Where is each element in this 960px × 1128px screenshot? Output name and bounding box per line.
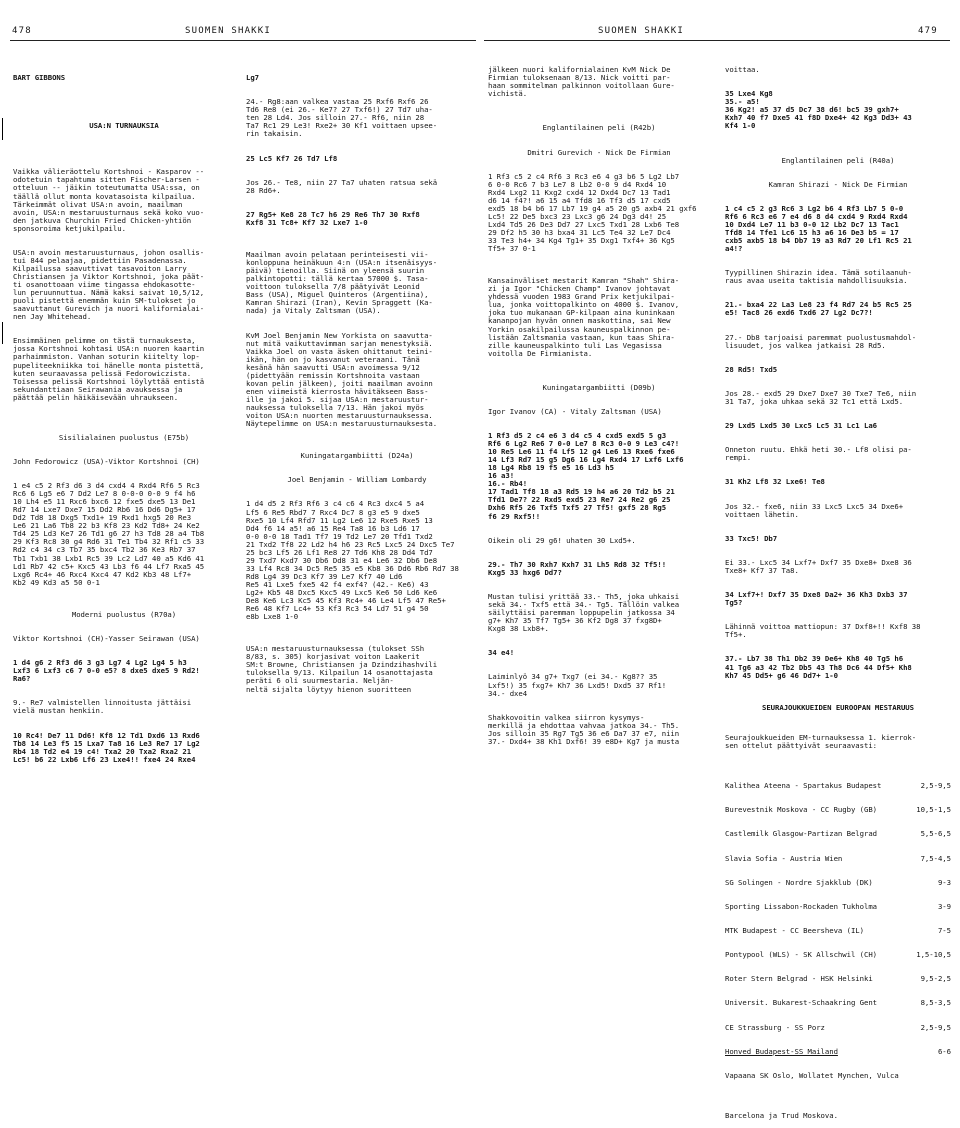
cup-score: 7,5-4,5 <box>920 853 951 863</box>
game-title: Englantilainen peli (R40a) <box>781 155 895 165</box>
cup-match: Honved Budapest-SS Mailand <box>725 1046 838 1056</box>
cup-match: Kalithea Ateena - Spartakus Budapest <box>725 781 882 791</box>
cup-match: Pontypool (WLS) - SK Allschwil (CH) <box>725 950 878 960</box>
annotation: Oikein oli 29 g6! uhaten 30 Lxd5+. <box>488 535 636 545</box>
cup-result-row <box>725 1024 951 1032</box>
cup-match: CE Strassburg - SS Porz <box>725 1022 825 1032</box>
move-line: Lg7 <box>246 73 260 83</box>
game-moves: 21.- bxa4 22 La3 Le8 23 f4 Rd7 24 b5 Rc5 25 e5! Tac8 26 exd6 Txd6 27 Lg2 Dc7?! <box>725 300 912 318</box>
game-players: Joel Benjamin - William Lombardy <box>287 475 427 485</box>
cup-result-row <box>725 927 951 935</box>
game-moves: 31 Kh2 Lf8 32 Lxe6! Te8 <box>725 477 825 487</box>
column-4 <box>725 50 951 1128</box>
game-comment: 9.- Re7 valmistellen linnoitusta jättäisi vielä mustan henkiin. <box>13 698 192 716</box>
game-moves: 28 Rd5! Txd5 <box>725 364 778 374</box>
cup-match: Sporting Lissabon-Rockaden Tukholma <box>725 901 878 911</box>
cup-intro: Seurajoukkueiden EM-turnauksessa 1. kierrok- sen ottelut päättyivät seuraavasti: <box>725 732 917 750</box>
cup-result-row <box>725 879 951 887</box>
game-players: Kamran Shirazi - Nick De Firmian <box>768 179 908 189</box>
right-page-number: 479 <box>918 26 938 36</box>
cup-result-row <box>725 999 951 1007</box>
left-running-title: SUOMEN SHAKKI <box>185 26 272 36</box>
game-title: Kuningatargambiitti (D09b) <box>542 382 656 392</box>
cup-match: Castlemilk Glasgow-Partizan Belgrad <box>725 829 878 839</box>
cup-score: 5,5-6,5 <box>920 829 951 839</box>
game-moves: 1 d4 g6 2 Rf3 d6 3 g3 Lg7 4 Lg2 Lg4 5 h3 Lxf3 6 Lxf3 c6 7 0-0 e5? 8 dxe5 dxe5 9 Rd2! Ra6? <box>13 658 200 684</box>
intro-paragraph: Vaikka välieräottelu Kortshnoi - Kasparov -- odotetuin tapahtuma sitten Fischer-Larsen - otteluun -- jäikin toteutumatta USA:ssa, on täällä ollut monta kovatasoista kilpailua. Tärkeimmät olivat USA:n avoin, maailman avoin, USA:n mestaruusturnaus sekä koko vuo- den jatkuva Churchin Fried Chicken-yhtiön sponsoroima ketjukilpailu. <box>13 167 205 233</box>
annotation: Jos 28.- exd5 29 Dxe7 Dxe7 30 Txe7 Te6, niin 31 Ta7, joka uhkaa sekä 32 Tc1 että Lxd5. <box>725 388 917 406</box>
cup-score: 2,5-9,5 <box>920 781 951 791</box>
cup-result-row <box>725 806 951 814</box>
cup-closing-line: Barcelona ja Trud Moskova. <box>725 1111 838 1121</box>
annotation: Mustan tulisi yrittää 33.- Th5, joka uhkaisi sekä 34.- Txf5 että 34.- Tg5. Tällöin valkea säilyttäisi paremman loppupelin jatkossa 34 g7+ Kh7 35 Tf7 Tg5+ 36 Kf2 Dg8 37 fxg8D+ Kxg8 38 Lxb8+. <box>488 592 680 634</box>
paragraph: KvM Joel Benjamin New Yorkista on saavutta- nut mitä vaikuttavimman sarjan menestyksiä. Vaikka Joel on vasta äsken ohittanut teini- ikän, hän on jo kasvanut veteraani. Tänä kesänä hän saavutti USA:n avoimessa 9/12 (pidettyään remissin Kortshnoita vastaan kovan pelin jälkeen), joiti maailman avoinn enen viimeistä kierrosta hävitäkseen Bass- ille ja jakoi 5. sijaa USA:n mestaruustur- nauksessa tuloksella 7/13. Hän jakoi myös voiton USA:n nuorten mestaruusturnauksessa. Näytepelimme on USA:n mestaruusturnauksesta. <box>246 330 438 429</box>
game-moves: 10 Rc4! De7 11 Dd6! Kf8 12 Td1 Dxd6 13 Rxd6 Tb8 14 Le3 f5 15 Lxa7 Ta8 16 Le3 Re7 17 Lg2 Rb4 18 Td2 e4 19 c4! Txa2 20 Txa2 Rxa2 21 Lc5! b6 22 Lxb6 Lf6 23 Lxe4!! fxe4 24 Rxe4 <box>13 730 200 764</box>
annotation: 27.- Db8 tarjoaisi paremmat puolustusmahdol- lisuudet, jos valkea jatkaisi 28 Rd5. <box>725 332 917 350</box>
paragraph: USA:n mestaruusturnauksessa (tulokset SSh 8/83, s. 305) korjasivat voiton Laakerit SM:t Browne, Christiansen ja Dzindzihashvili tuloksella 9/13. Kilpailun 14 osanottajasta peräti 6 oli suurmestaria. Neljän- neltä sijalta löytyy hienon suoritteen <box>246 644 438 694</box>
margin-mark <box>2 118 3 140</box>
cup-match: Vapaana SK Oslo, Wollatet Mynchen, Vulca <box>725 1070 899 1080</box>
paragraph: Maailman avoin pelataan perinteisesti vii- konloppuna heinäkuun 4:n (USA:n itsenäisyys- päivä) tienoilla. Siinä on yleensä suurin palkintopotti: tällä kertaa 57000 $. Tasa- voittoon tuloksella 7/8 päätyivät Leonid Bass (USA), Miguel Quinteros (Argentiina), Kamran Shirazi (Iran), Kevin Spraggett (Ka- nada) ja Vitaly Zaltsman (USA). <box>246 250 438 316</box>
annotation: Onneton ruutu. Ehkä heti 30.- Lf8 olisi pa- rempi. <box>725 445 912 463</box>
cup-score: 9,5-2,5 <box>920 974 951 984</box>
paragraph: jälkeen nuori kalifornialainen KvM Nick De Firmian tuloksenaan 8/13. Nick voitti par- haan sommitelman palkinnon voitollaan Gure- vichistä. <box>488 65 675 99</box>
game-moves: 27 Rg5+ Ke8 28 Tc7 h6 29 Re6 Th7 30 Rxf8 Kxf8 31 Tc8+ Kf7 32 Lxe7 1-0 <box>246 209 420 227</box>
game-title: Englantilainen peli (R42b) <box>542 123 656 133</box>
game-players: Viktor Kortshnoi (CH)-Yasser Seirawan (USA) <box>13 633 200 643</box>
game-moves: 35 Lxe4 Kg8 35.- a5! 36 Kg2! a5 37 d5 Dc7 38 d6! bc5 39 gxh7+ Kxh7 40 f7 Dxe5 41 f8D Dxe4+ 42 Kg3 Dd3+ 43 Kf4 1-0 <box>725 89 912 131</box>
paragraph: Kansainväliset mestarit Kamran "Shah" Shira- zi ja Igor "Chicken Champ" Ivanov johtavat yhdessä vuoden 1983 Grand Prix ketjukilpai- lua, jonka voittopalkinto on 4000 $. Ivanov, joka tuo mukanaan GP-kilpaan aina kuninkaan kananpojan hyvän onnen maskottina, sai New Yorkin osakilpailussa kauneuspalkinnon pe- listään Zaltsmania vastaan, kun taas Shira- zille kauneuspalkinto tuli Las Vegasissa voitolla De Firmianista. <box>488 276 680 358</box>
cup-section-title: SEURAJOUKKUEIDEN EUROOPAN MESTARUUS <box>761 702 914 712</box>
cup-score: 9-3 <box>937 877 951 887</box>
game-moves: 1 Rf3 c5 2 c4 Rf6 3 Rc3 e6 4 g3 b6 5 Lg2 Lb7 6 0-0 Rc6 7 b3 Le7 8 Lb2 0-0 9 d4 Rxd4 10 Rxd4 Lxg2 11 Kxg2 cxd4 12 Dxd4 Dc7 13 Tad1 d6 14 f4?! a6 15 a4 Tfd8 16 Tf3 d5 17 cxd5 exd5 18 b4 b6 17 Lb7 19 g4 a5 20 g5 axb4 21 gxf6 Lc5! 22 De5 bxc3 23 Lxc3 g6 24 Dg3 d4! 25 Lxd4 Td5 26 De3 Dd7 27 Lxc5 Txd1 28 Lxb6 Te8 29 Df2 h5 30 h3 bxa4 31 Lc5 Te4 32 Le7 Dc4 33 Te3 h4+ 34 Kg4 Tg1+ 35 Dxg1 Txf4+ 36 Kg5 Tf5+ 37 0-1 <box>488 171 697 254</box>
game-moves: 25 Lc5 Kf7 26 Td7 Lf8 <box>246 153 338 163</box>
column-3 <box>488 50 710 754</box>
header-rule-left <box>10 40 476 41</box>
annotation: Ei 33.- Lxc5 34 Lxf7+ Dxf7 35 Dxe8+ Dxe8 36 Txe8+ Kf7 37 Ta8. <box>725 557 912 575</box>
game-players: Dmitri Gurevich - Nick De Firmian <box>527 147 671 157</box>
cup-match: SG Solingen - Nordre Sjakklub (DK) <box>725 877 873 887</box>
cup-result-row <box>725 830 951 838</box>
cup-match: MTK Budapest - CC Beersheva (IL) <box>725 925 864 935</box>
paragraph: USA:n avoin mestaruusturnaus, johon osallis- tui 844 pelaajaa, pidettiin Pasadenassa. Kilpailussa saavuttivat tasavoiton Larry Christiansen ja Viktor Kortshnoi, joka päät- ti osanottoaan viime tingassa ehdokasotte- lun peruunnuttua. Nämä kaksi saivat 10,5/12, puoli pistettä enemmän kuin SM-tulokset jo saavuttanut Gurevich ja nuori kalifornialai- nen Jay Whitehead. <box>13 247 205 322</box>
game-moves: 29 Lxd5 Lxd5 30 Lxc5 Lc5 31 Lc1 La6 <box>725 421 878 431</box>
cup-score: 10,5-1,5 <box>916 805 951 815</box>
cup-result-row <box>725 903 951 911</box>
game-moves: 1 c4 c5 2 g3 Rc6 3 Lg2 b6 4 Rf3 Lb7 5 0-0 Rf6 6 Rc3 e6 7 e4 d6 8 d4 cxd4 9 Rxd4 Rxd4 10 Dxd4 Le7 11 b3 0-0 12 Lb2 Dc7 13 Tac1 Tfd8 14 Tfe1 Lc6 15 h3 a6 16 De3 b5 = 17 cxb5 axb5 18 b4 Db7 19 a3 Rd7 20 Lf1 Rc5 21 a4!? <box>725 203 912 254</box>
cup-result-row <box>725 855 951 863</box>
annotation: Shakkovoitin valkea siirron kysymys- merkillä ja ehdottaa vahvaa jatkoa 34.- Th5. Jos silloin 35 Rg7 Tg5 36 e6 Da7 37 e7, niin 37.- Dxd4+ 38 Kh1 Dxf6! 39 e8D+ Kg7 ja musta <box>488 712 680 746</box>
game-players: John Fedorowicz (USA)-Viktor Kortshnoi (CH) <box>13 456 200 466</box>
game-moves: 34 e4! <box>488 648 515 658</box>
cup-score: 8,5-3,5 <box>920 998 951 1008</box>
column-1 <box>13 50 235 772</box>
cup-result-row <box>725 782 951 790</box>
cup-match: Burevestnik Moskova - CC Rugby (GB) <box>725 805 878 815</box>
cup-result-row <box>725 1072 951 1080</box>
cup-score: 2,5-9,5 <box>920 1022 951 1032</box>
section-title: USA:N TURNAUKSIA <box>89 121 159 131</box>
header-rule-right <box>484 40 950 41</box>
game-moves: 29.- Th7 30 Rxh7 Kxh7 31 Lh5 Rd8 32 Tf5!! Kxg5 33 hxg6 Dd7? <box>488 559 667 577</box>
author-name: BART GIBBONS <box>13 73 66 83</box>
game-moves: 1 e4 c5 2 Rf3 d6 3 d4 cxd4 4 Rxd4 Rf6 5 Rc3 Rc6 6 Lg5 e6 7 Dd2 Le7 8 0-0-0 0-0 9 f4 h6 10 Lh4 e5 11 Rxc6 bxc6 12 fxe5 dxe5 13 De1 Rd7 14 Lxe7 Dxe7 15 Dd2 Rb6 16 Dd6 Dg5+ 17 Dd2 Td8 18 Dxg5 Txd1+ 19 Rxd1 hxg5 20 Re3 Le6 21 La6 Tb8 22 b3 Kf8 23 Kd2 Td8+ 24 Ke2 Td4 25 Ld3 Ke7 26 Td1 g6 27 h3 Td8 28 a4 Tb8 29 Kf3 Rc8 30 g4 Rd6 31 Te1 Tb4 32 Rf1 c5 33 Rd2 c4 34 c3 Tb7 35 bxc4 Tb2 36 Ke3 Rb7 37 Tb1 Txb1 38 Lxb1 Rc5 39 Lc2 Ld7 40 a5 Kd6 41 Ld1 Rb7 42 c5+ Kxc5 43 Lb3 f6 44 Lf7 Rxa5 45 Lxg6 Rc4+ 46 Rxc4 Kxc4 47 Kd2 Kb3 48 Lf7+ Kb2 49 Kd3 a5 50 0-1 <box>13 481 205 587</box>
game-moves: 33 Txc5! Db7 <box>725 533 778 543</box>
margin-mark <box>2 322 3 344</box>
game-title: Moderni puolustus (R70a) <box>71 609 177 619</box>
cup-result-row <box>725 951 951 959</box>
cup-score: 1,5-10,5 <box>916 950 951 960</box>
game-moves: 37.- Lb7 38 Th1 Db2 39 De6+ Kh8 40 Tg5 h6 41 Tg6 a3 42 Tb2 Db5 43 Th8 Dc6 44 Df5+ Kh8 Kh7 45 Dd5+ g6 46 Dd7+ 1-0 <box>725 654 912 680</box>
annotation: Jos 32.- fxe6, niin 33 Lxc5 Lxc5 34 Dxe6+ voittaen lähetin. <box>725 501 904 519</box>
cup-match: Universit. Bukarest-Schaakring Gent <box>725 998 878 1008</box>
annotation: 24.- Rg8:aan valkea vastaa 25 Rxf6 Rxf6 26 Td6 Re8 (ei 26.- Ke7? 27 Txf6!) 27 Td7 uha- ten 28 Ld4. Jos silloin 27.- Rf6, niin 28 Ta7 Rc1 29 Le3! Rxe2+ 30 Kf1 voittaen upsee- rin takaisin. <box>246 97 438 139</box>
right-running-title: SUOMEN SHAKKI <box>598 26 685 36</box>
game-moves: 34 Lxf7+! Dxf7 35 Dxe8 Da2+ 36 Kh3 Dxb3 37 Tg5? <box>725 590 908 608</box>
game-moves: 1 Rf3 d5 2 c4 e6 3 d4 c5 4 cxd5 exd5 5 g3 Rf6 6 Lg2 Re6 7 0-0 Le7 8 Rc3 0-0 9 Le3 c4?! 10 Re5 Le6 11 f4 Lf5 12 g4 Le6 13 Rxe6 fxe6 14 Lf3 Rd7 15 g5 Dg6 16 Lg4 Rxd4 17 Lxf6 Lxf6 18 Lg4 Rb8 19 f5 e5 16 Ld3 h5 16 a3! 16.- Rb4! 17 Tad1 Tf8 18 a3 Rd5 19 h4 a6 20 Td2 b5 21 Tfd1 De7? 22 Rxd5 exd5 23 Re7 24 Re2 g6 25 Dxh6 Rf5 26 Txf5 Txf5 27 Tf5! gxf5 28 Rg5 f6 29 Rxf5!! <box>488 431 684 521</box>
cup-results-list <box>725 766 951 1096</box>
cup-score: 7-5 <box>937 925 951 935</box>
cup-score: 6-6 <box>937 1046 951 1056</box>
cup-score: 3-9 <box>937 901 951 911</box>
annotation: Tyypillinen Shirazin idea. Tämä sotilaanuh- raus avaa useita taktisia mahdollisuuksia. <box>725 268 912 286</box>
annotation: Jos 26.- Te8, niin 27 Ta7 uhaten ratsua sekä 28 Rd6+. <box>246 177 438 195</box>
left-page-number: 478 <box>12 26 32 36</box>
cup-result-row <box>725 975 951 983</box>
annotation: Laiminlyö 34 g7+ Txg7 (ei 34.- Kg8?? 35 Lxf5!) 35 fxg7+ Kh7 36 Lxd5! Dxd5 37 Rf1! 34.- dxe4 <box>488 672 667 698</box>
paragraph: Ensimmäinen pelimme on tästä turnauksesta, jossa Kortshnoi kohtasi USA:n nuoren kaartin parhaimmiston. Vanhan soturin kiitelty lop- pupeliteekniikka toi hänelle monta pistettä, kuten seuraavassa pelissä Fedorowiczista. Toisessa pelissä Kortshnoi löylyttää entistä sekundanttiaan Seirawania avauksessa ja päättää pelin häikäisevään uhraukseen. <box>13 336 205 402</box>
game-title: Kuningatargambiitti (D24a) <box>300 451 414 461</box>
cup-result-row <box>725 1048 951 1056</box>
game-moves: 1 d4 d5 2 Rf3 Rf6 3 c4 c6 4 Rc3 dxc4 5 a4 Lf5 6 Re5 Rbd7 7 Rxc4 Dc7 8 g3 e5 9 dxe5 Rxe5 10 Lf4 Rfd7 11 Lg2 Le6 12 Rxe5 Rxe5 13 Dd4 f6 14 a5! a6 15 Re4 Ta8 16 b3 Ld6 17 0-0 0-0 18 Tad1 Tf7 19 Td2 Le7 20 Tfd1 Txd2 21 Txd2 Tf8 22 Ld2 h4 h6 23 Rc5 Lxc5 24 Dxc5 Te7 25 bc3 Lf5 26 Lf1 Re8 27 Td6 Kh8 28 Dd4 Td7 29 Txd7 Kxd7 30 Db6 Dd8 31 e4 Le6 32 Db6 De8 33 Lf4 Rc8 34 Dc5 Re5 35 e5 Kb8 36 Dd6 Rb6 Rd7 38 Rd8 Lg4 39 Dc3 Kf7 39 Le7 Kf7 40 Ld6 Re5 41 Lxe5 fxe5 42 f4 exf4? (42.- Ke6) 43 Lg2+ Kb5 48 Dxc5 Kxc5 49 Lxc5 Ke6 50 Ld6 Ke6 De8 Ke6 Lc3 Kc5 45 Kf3 Rc4+ 46 Le4 Lf5 47 Re5+ Re6 48 Kf7 Lc4+ 53 Kf3 Rc3 54 Ld7 51 g4 50 e8b Lxe8 1-0 <box>246 499 459 622</box>
cup-match: Roter Stern Belgrad - HSK Helsinki <box>725 974 873 984</box>
game-players: Igor Ivanov (CA) - Vitaly Zaltsman (USA) <box>488 406 662 416</box>
annotation: voittaa. <box>725 65 760 75</box>
cup-match: Slavia Sofia - Austria Wien <box>725 853 843 863</box>
column-2 <box>246 50 468 702</box>
game-title: Sisilialainen puolustus (E75b) <box>58 432 190 442</box>
annotation: Lähinnä voittoa mattiopun: 37 Dxf8+!! Kxf8 38 Tf5+. <box>725 622 921 640</box>
